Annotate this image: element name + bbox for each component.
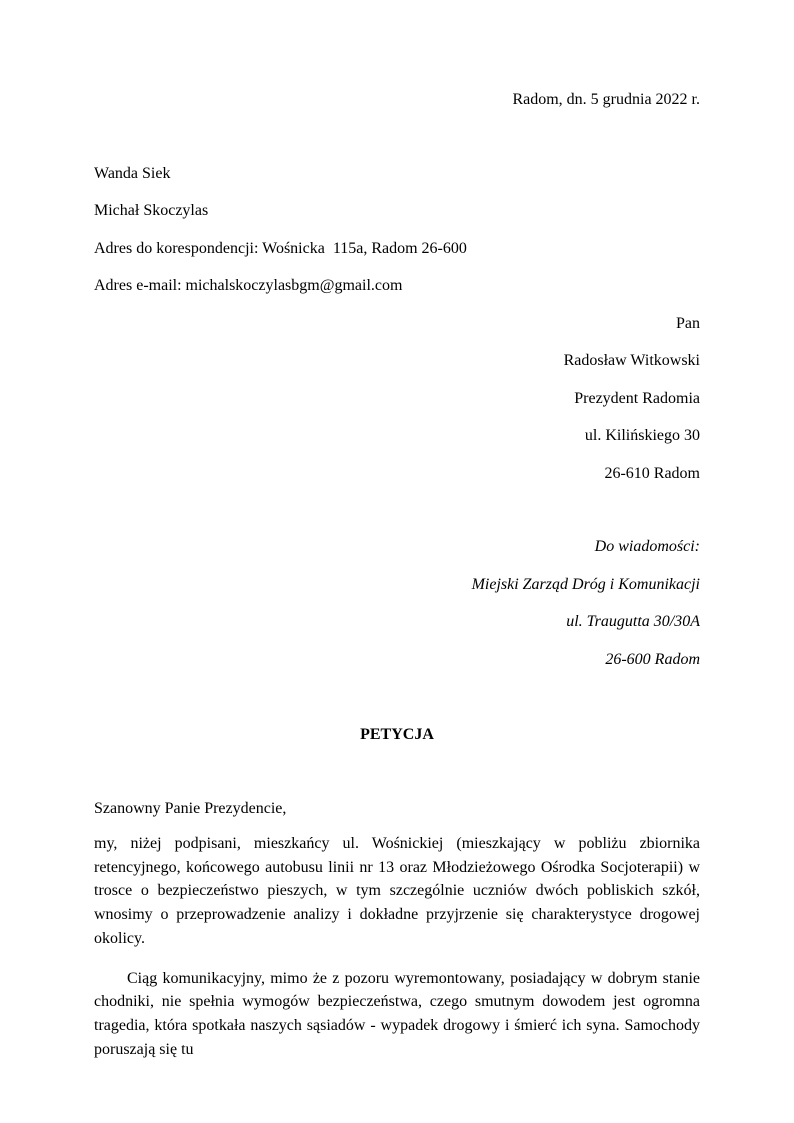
sender-postal-address: Adres do korespondencji: Wośnicka 115a, Radom 26-600 <box>94 239 467 257</box>
cc-street: ul. Traugutta 30/30A <box>566 613 700 630</box>
cc-city: 26-600 Radom <box>605 650 700 668</box>
sender-email: Adres e-mail: michalskoczylasbgm@gmail.com <box>94 277 403 294</box>
recipient-title: Prezydent Radomia <box>574 389 700 407</box>
date-line: Radom, dn. 5 grudnia 2022 r. <box>512 91 700 108</box>
cc-organization: Miejski Zarząd Dróg i Komunikacji <box>471 575 700 593</box>
sender-name-1: Wanda Siek <box>94 164 171 182</box>
cc-heading: Do wiadomości: <box>594 538 700 555</box>
body-paragraph-1: my, niżej podpisani, mieszkańcy ul. Wośnickiej (mieszkający w pobliżu zbiornika retencyjnego, końcowego autobusu linii nr 13 oraz Młodzieżowego Ośrodka Socjoterapii) w trosce o bezpieczeństwo pieszych, w tym szczególnie uczniów dwóch pobliskich szkół, wnosimy o przeprowadzenie analizy i dokładne przyjrzenie się charakterystyce drogowej okolicy. <box>94 835 700 947</box>
recipient-street: ul. Kilińskiego 30 <box>584 427 700 444</box>
letter-salutation: Szanowny Panie Prezydencie, <box>94 799 287 817</box>
body-paragraph-2: Ciąg komunikacyjny, mimo że z pozoru wyremontowany, posiadający w dobrym stanie chodniki, nie spełnia wymogów bezpieczeństwa, czego smutnym dowodem jest ogromna tragedia, która spotkała naszych sąsiadów - wypadek drogowy i śmierć ich syna. Samochody poruszają się tu <box>94 969 700 1058</box>
recipient-block <box>94 305 700 493</box>
recipient-salutation: Pan <box>676 314 700 332</box>
sender-name-2: Michał Skoczylas <box>94 202 209 219</box>
cc-block <box>94 528 700 678</box>
recipient-name: Radosław Witkowski <box>563 352 700 369</box>
sender-block <box>94 155 700 305</box>
petition-title: PETYCJA <box>360 726 434 743</box>
recipient-city: 26-610 Radom <box>604 464 700 482</box>
